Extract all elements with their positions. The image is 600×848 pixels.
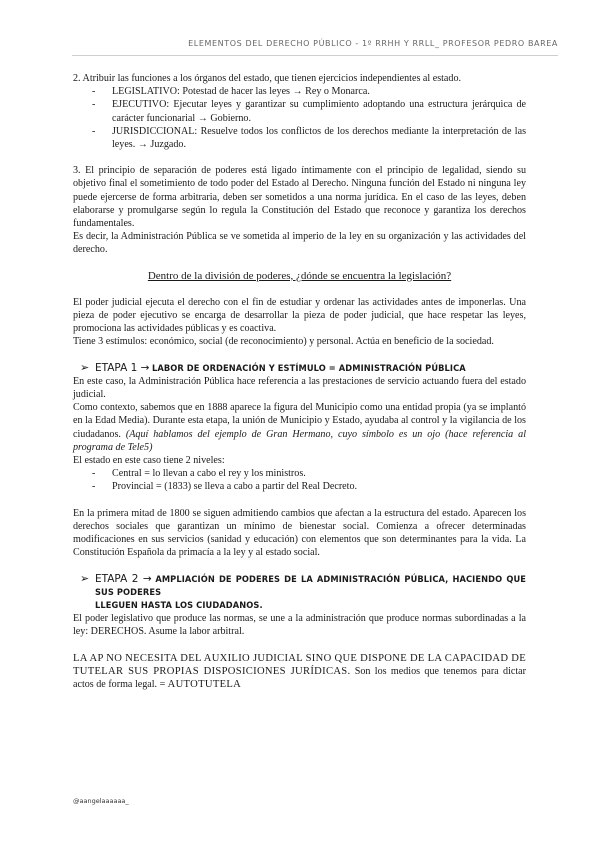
closing-tail: AUTOTUTELA <box>165 678 242 690</box>
etapa1-levels-intro: El estado en este caso tiene 2 niveles: <box>73 455 225 467</box>
etapa1-aside: (Aquí hablamos del ejemplo de Gran Hermano, cuyo símbolo es un ojo (hace referencia al programa de Tele5) <box>73 428 526 453</box>
etapa1-paragraph-1: En este caso, la Administración Pública hace referencia a las prestaciones de servicio actuando fuera del estado judicial. <box>73 375 526 401</box>
closing-rest: Son los medios que tenemos para dictar actos de forma legal. = <box>73 665 527 690</box>
section3-paragraph: 3. El principio de separación de poderes está ligado íntimamente con el principio de legalidad, siendo su objetivo final el sometimiento de todo poder del Estado al Derecho. Ninguna función del Estado ni ninguna ley puede ejercerse de forma arbitraria, deben ser sometidos a una norma jurídica. En el caso de las leyes, deben elaborarse y promulgarse según lo regula la Constitución del Estado que reconoce y garantiza los derechos fundamentales. <box>73 165 526 230</box>
etapa1-heading <box>73 362 526 375</box>
section2-intro: 2. Atribuir las funciones a los órganos del estado, que tienen ejercicios independientes al estado. <box>73 73 462 84</box>
question-heading: Dentro de la división de poderes, ¿dónde se encuentra la legislación? <box>147 269 452 282</box>
etapa1-context: Como contexto, sabemos que en 1888 aparece la figura del Municipio como una entidad propia (ya se implantó en la Edad Media). Durante esta etapa, la unión de Municipio y Estado, ayudaba al control y la vigilancia de los ciudadanos. <box>73 402 526 440</box>
power-item-jurisdiccional: - JURISDICCIONAL: Resuelve todos los conflictos de los derechos mediante la interpretación de las leyes. → Juzgado. <box>73 125 526 151</box>
judicial-paragraph: El poder judicial ejecuta el derecho con el fin de estudiar y ordenar las actividades antes de imponerlas. Una pieza de poder ejecutivo se encarga de desarrollar la pieza de poder judicial, que hace respetar las leyes, promociona las actividades públicas y es coactiva. <box>73 296 526 335</box>
closing-paragraph <box>73 652 526 692</box>
arrow-bullet-icon: ➢ <box>80 572 90 585</box>
document-header: ELEMENTOS DEL DERECHO PÚBLICO - 1º RRHH Y RRLL_ PROFESOR PEDRO BAREA <box>188 39 558 48</box>
document-body <box>73 72 526 691</box>
etapa2-label: ETAPA 2 → <box>95 572 152 585</box>
arrow-bullet-icon: ➢ <box>80 361 90 374</box>
stimuli-paragraph: Tiene 3 estímulos: económico, social (de reconocimiento) y personal. Actúa en beneficio de la sociedad. <box>73 336 494 348</box>
powers-list <box>73 85 526 151</box>
power-item-ejecutivo: - EJECUTIVO: Ejecutar leyes y garantizar su cumplimiento adoptando una estructura jerárquica de carácter funcionarial → Gobierno. <box>73 98 526 124</box>
etapa1-paragraph-4: En la primera mitad de 1800 se siguen admitiendo cambios que afectan a la estructura del estado. Aparecen los derechos sociales que garantizan un mínimo de bienestar social. Comienza a ofrecer determinadas modificaciones en sus servicios (sanidad y educación) con elementos que son determinantes para la vida. La Constitución Española da primacía a la ley y al estado social. <box>73 507 526 559</box>
level-item-provincial: - Provincial = (1833) se lleva a cabo a partir del Real Decreto. <box>73 480 526 493</box>
author-handle: @aangelaaaaaa_ <box>73 797 129 805</box>
closing-caps: LA AP NO NECESITA DEL AUXILIO JUDICIAL SINO QUE DISPONE DE LA CAPACIDAD DE TUTELAR SUS PROPIAS DISPOSICIONES JURÍDICAS. <box>73 652 526 677</box>
etapa2-title-line2: LLEGUEN HASTA LOS CIUDADANOS. <box>95 599 263 611</box>
etapa2-title-line1: AMPLIACIÓN DE PODERES DE LA ADMINISTRACIÓN PÚBLICA, HACIENDO QUE SUS PODERES <box>95 573 526 598</box>
header-divider <box>72 55 558 56</box>
power-item-legislativo: - LEGISLATIVO: Potestad de hacer las leyes → Rey o Monarca. <box>73 85 526 98</box>
etapa1-label: ETAPA 1 → <box>95 361 150 374</box>
level-item-central: - Central = lo llevan a cabo el rey y los ministros. <box>73 467 526 480</box>
etapa2-paragraph: El poder legislativo que produce las normas, se une a la administración que produce normas subordinadas a la ley: DERECHOS. Asume la labor arbitral. <box>73 613 526 638</box>
etapa1-title: LABOR DE ORDENACIÓN Y ESTÍMULO = ADMINISTRACIÓN PÚBLICA <box>151 362 466 374</box>
section3-summary: Es decir, la Administración Pública se ve sometida al imperio de la ley en su organización y las actividades del derecho. <box>73 231 526 256</box>
etapa2-heading <box>73 573 526 613</box>
levels-list <box>73 467 526 493</box>
etapa1-paragraph-2 <box>73 401 526 454</box>
